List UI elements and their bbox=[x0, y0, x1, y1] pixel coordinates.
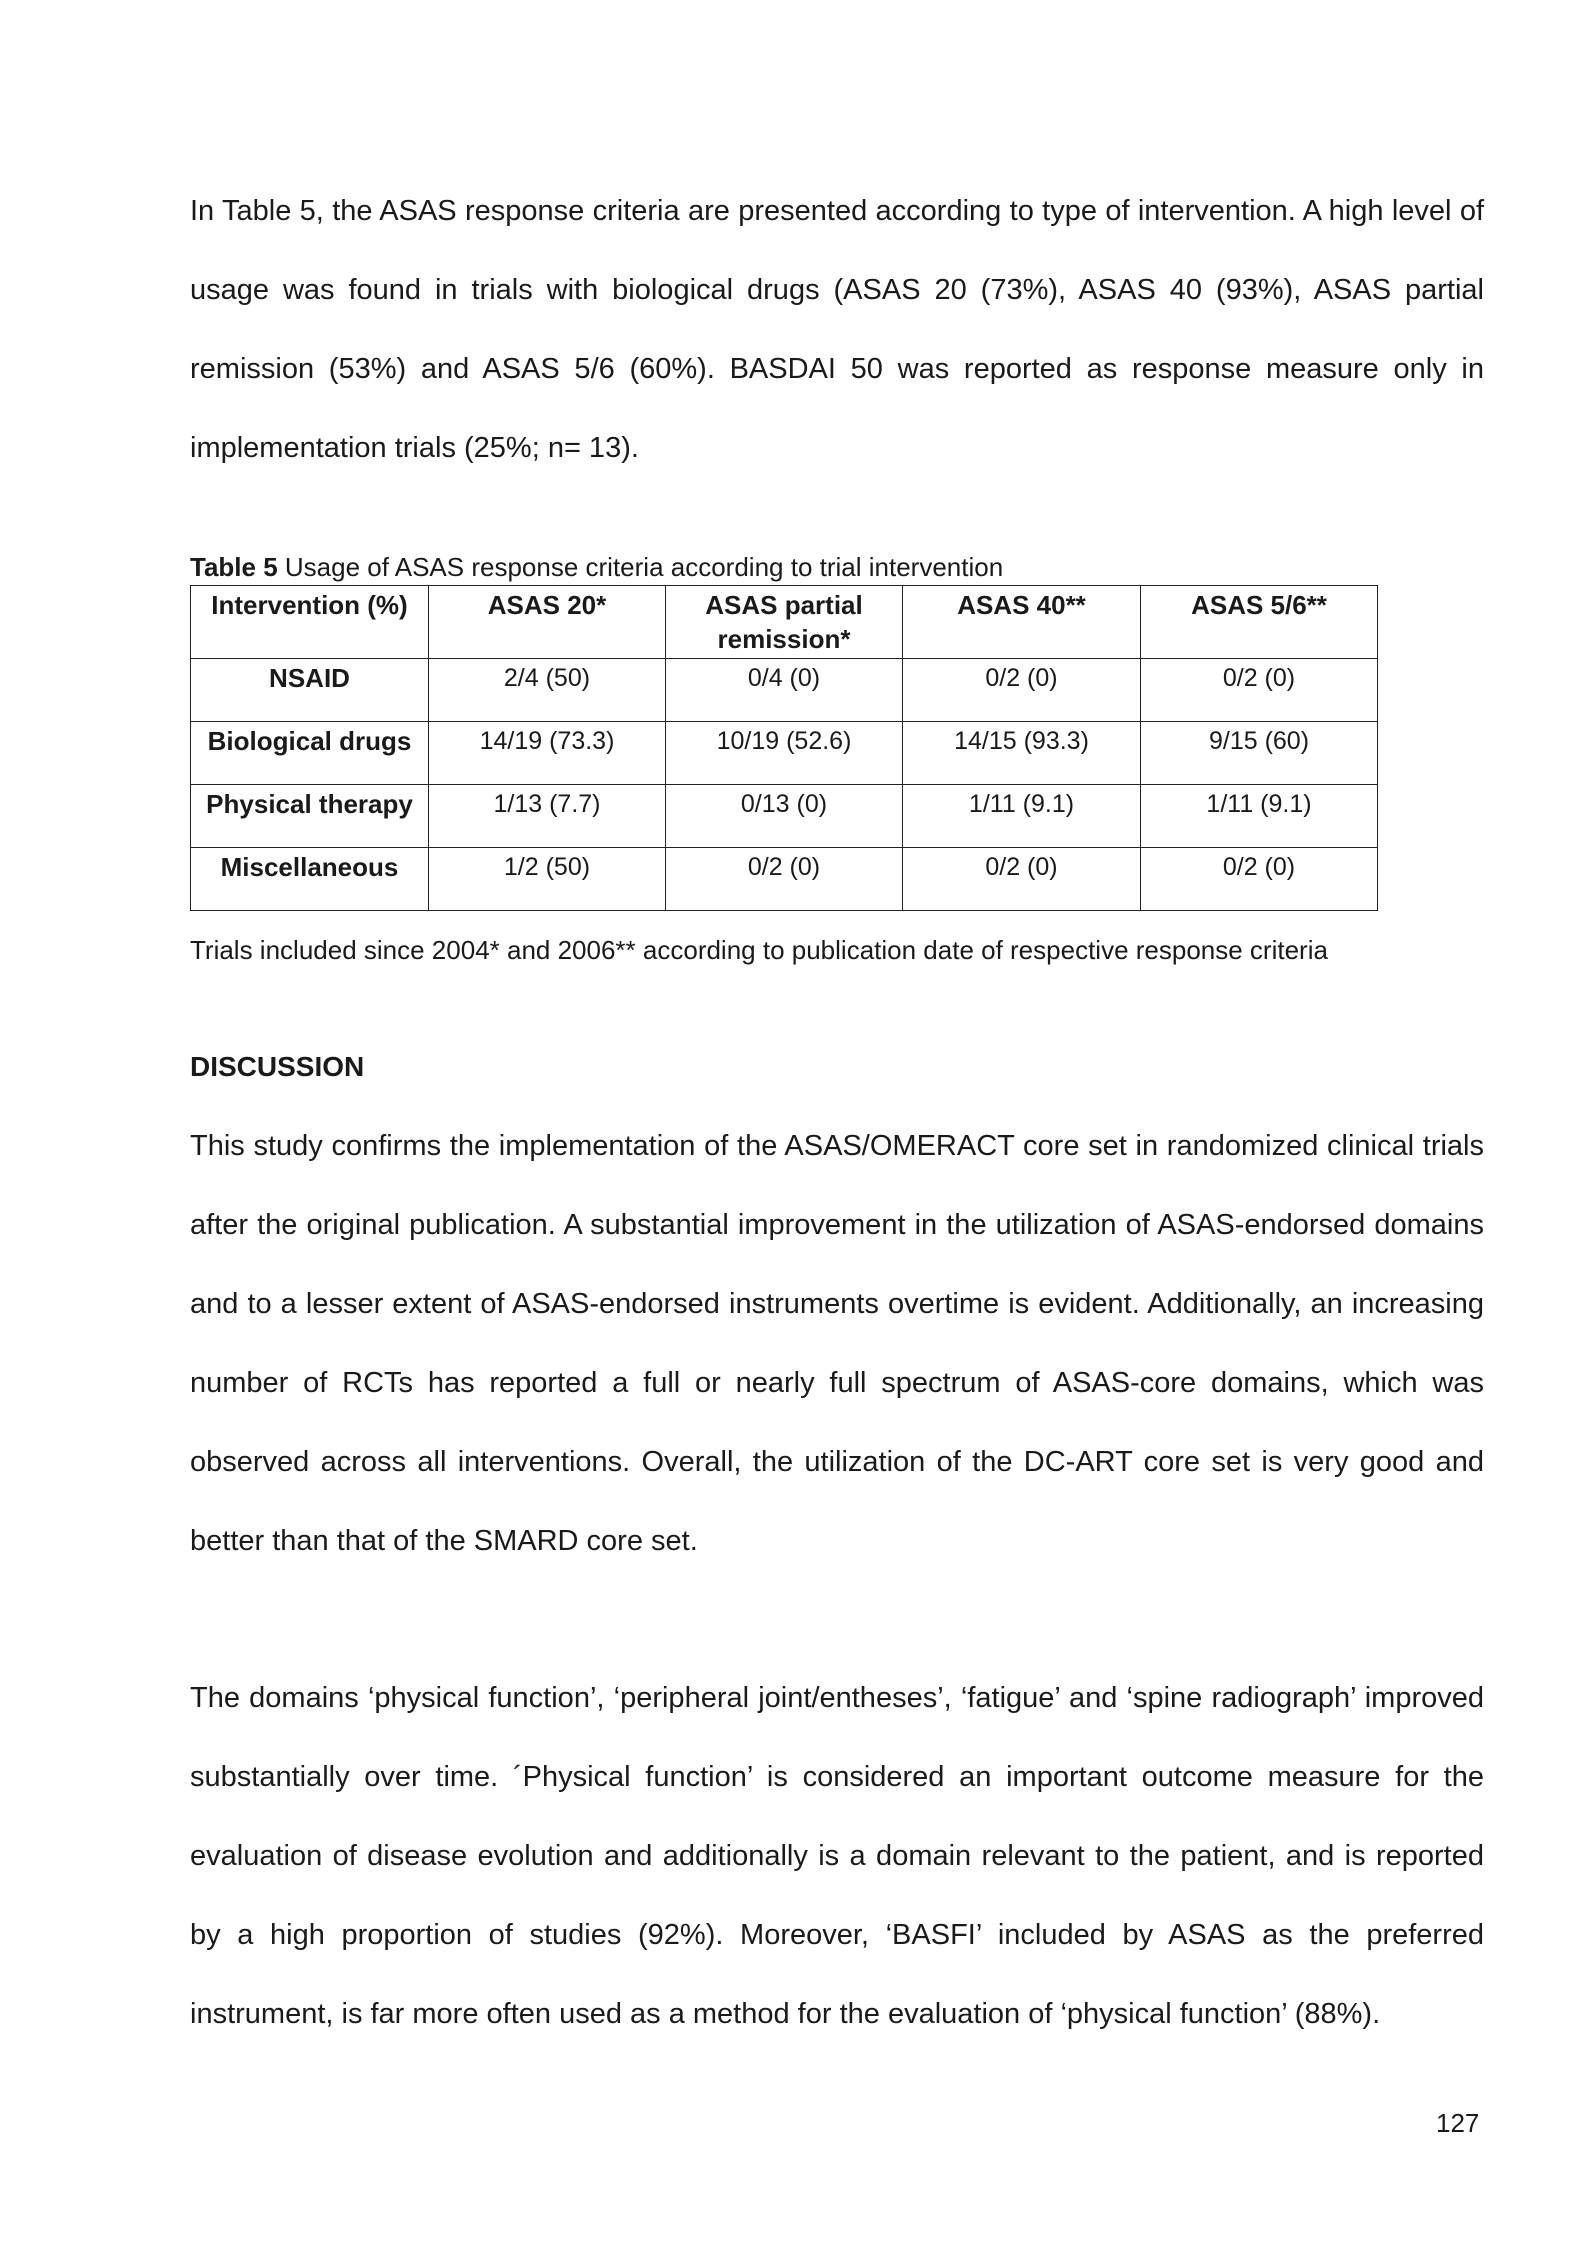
header-asas20: ASAS 20* bbox=[429, 586, 666, 659]
table-header-row bbox=[191, 586, 1378, 659]
asas-response-table bbox=[190, 585, 1378, 911]
table-cell: 9/15 (60) bbox=[1141, 722, 1378, 785]
table-cell: 0/2 (0) bbox=[1141, 848, 1378, 911]
table-row bbox=[191, 785, 1378, 848]
table-footnote: Trials included since 2004* and 2006** according to publication date of respective response criteria bbox=[190, 935, 1328, 965]
table-cell: 1/2 (50) bbox=[429, 848, 666, 911]
table-row bbox=[191, 659, 1378, 722]
table-caption bbox=[190, 552, 1003, 582]
table-cell: 0/2 (0) bbox=[666, 848, 903, 911]
header-asas-partial-remission: ASAS partial remission* bbox=[666, 586, 903, 659]
table-cell: 0/2 (0) bbox=[903, 848, 1141, 911]
table-cell: 0/2 (0) bbox=[1141, 659, 1378, 722]
table-cell: 14/19 (73.3) bbox=[429, 722, 666, 785]
table-caption-text: Usage of ASAS response criteria according to trial intervention bbox=[277, 552, 1004, 582]
row-label: Miscellaneous bbox=[191, 848, 429, 911]
paragraph-discussion-2: The domains ‘physical function’, ‘peripheral joint/entheses’, ‘fatigue’ and ‘spine radiograph’ improved substantially over time. ´Physical function’ is considered an important outcome measure for the evaluation of disease evolution and additionally is a domain relevant to the patient, and is reported by a high proportion of studies (92%). Moreover, ‘BASFI’ included by ASAS as the preferred instrument, is far more often used as a method for the evaluation of ‘physical function’ (88%). bbox=[190, 1682, 1484, 2030]
table-caption-label: Table 5 bbox=[190, 552, 278, 582]
header-asas56: ASAS 5/6** bbox=[1141, 586, 1378, 659]
paragraph-table5-intro: In Table 5, the ASAS response criteria are presented according to type of intervention. A high level of usage was found in trials with biological drugs (ASAS 20 (73%), ASAS 40 (93%), ASAS partial remission (53%) and ASAS 5/6 (60%). BASDAI 50 was reported as response measure only in implementation trials (25%; n= 13). bbox=[190, 195, 1484, 464]
table-cell: 0/4 (0) bbox=[666, 659, 903, 722]
table-cell: 14/15 (93.3) bbox=[903, 722, 1141, 785]
table-cell: 0/13 (0) bbox=[666, 785, 903, 848]
header-intervention: Intervention (%) bbox=[191, 586, 429, 659]
header-asas40: ASAS 40** bbox=[903, 586, 1141, 659]
page-number: 127 bbox=[1436, 2108, 1480, 2138]
table-cell: 1/13 (7.7) bbox=[429, 785, 666, 848]
table-cell: 2/4 (50) bbox=[429, 659, 666, 722]
row-label: NSAID bbox=[191, 659, 429, 722]
table-row bbox=[191, 722, 1378, 785]
table-cell: 0/2 (0) bbox=[903, 659, 1141, 722]
section-heading-discussion: DISCUSSION bbox=[190, 1051, 365, 1082]
table-cell: 1/11 (9.1) bbox=[1141, 785, 1378, 848]
paragraph-discussion-1: This study confirms the implementation of the ASAS/OMERACT core set in randomized clinical trials after the original publication. A substantial improvement in the utilization of ASAS-endorsed domains and to a lesser extent of ASAS-endorsed instruments overtime is evident. Additionally, an increasing number of RCTs has reported a full or nearly full spectrum of ASAS-core domains, which was observed across all interventions. Overall, the utilization of the DC-ART core set is very good and better than that of the SMARD core set. bbox=[190, 1130, 1484, 1557]
table-row bbox=[191, 848, 1378, 911]
table-cell: 1/11 (9.1) bbox=[903, 785, 1141, 848]
table-cell: 10/19 (52.6) bbox=[666, 722, 903, 785]
row-label: Biological drugs bbox=[191, 722, 429, 785]
row-label: Physical therapy bbox=[191, 785, 429, 848]
